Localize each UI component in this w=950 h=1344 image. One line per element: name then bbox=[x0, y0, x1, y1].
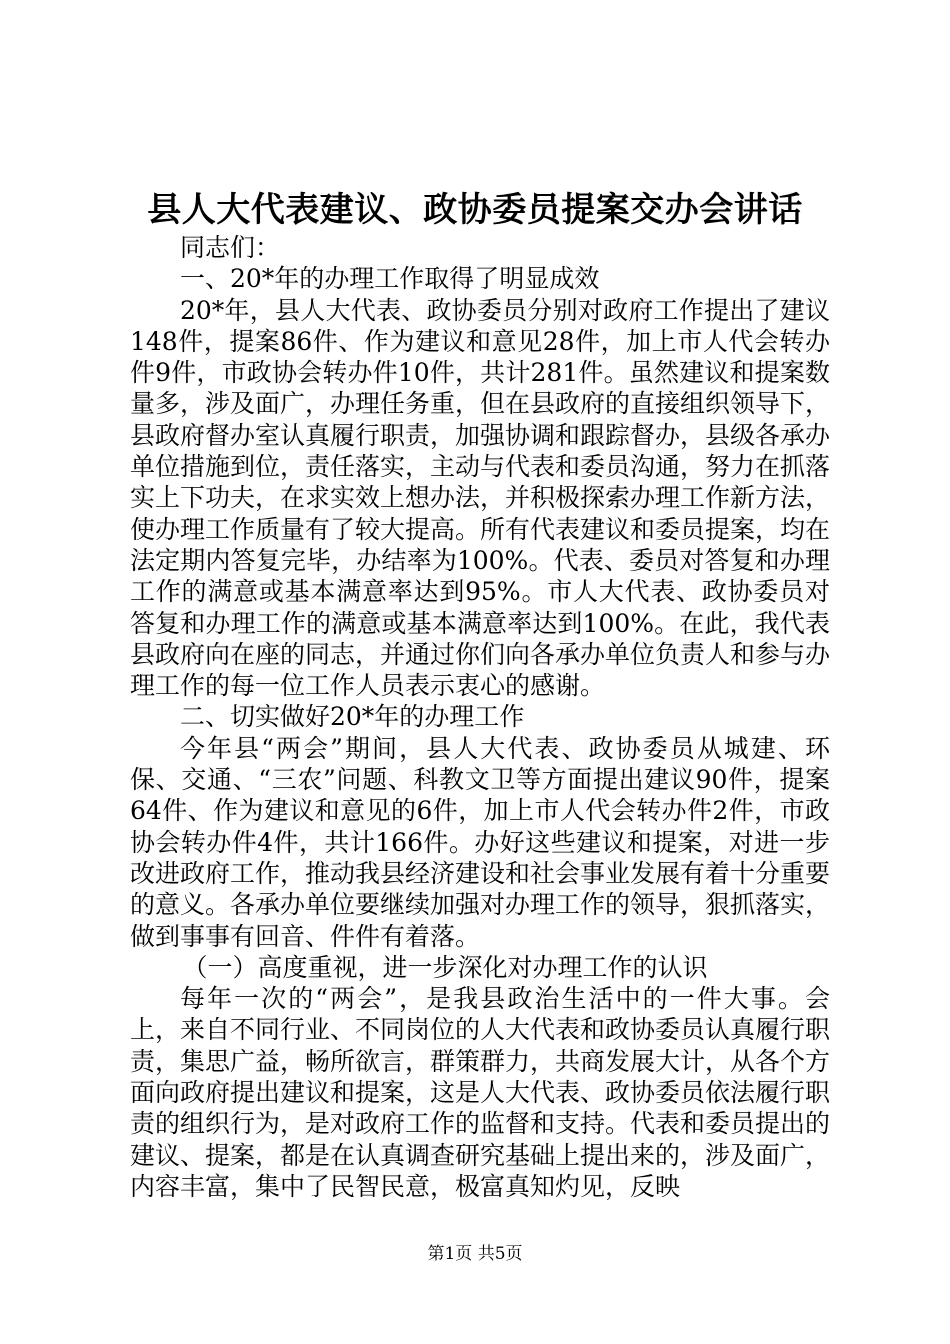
body-paragraph: 每年一次的“两会”，是我县政治生活中的一件大事。会上，来自不同行业、不同岗位的人大代表和政协委员认真履行职责，集思广益，畅所欲言，群策群力，共商发展大计，从各个方面向政府提出建议和提案，这是人大代表、政协委员依法履行职责的组织行为，是对政府工作的监督和支持。代表和委员提出的建议、提案，都是在认真调查研究基础上提出来的，涉及面广，内容丰富，集中了民智民意，极富真知灼见，反映 bbox=[130, 984, 831, 1201]
page-number-footer: 第1页 共5页 bbox=[427, 1244, 523, 1264]
subsection-heading-1: （一）高度重视，进一步深化对办理工作的认识 bbox=[182, 952, 708, 982]
section-heading-2: 二、切实做好20*年的办理工作 bbox=[180, 702, 525, 732]
section-heading-1: 一、20*年的办理工作取得了明显成效 bbox=[180, 264, 600, 294]
body-paragraph: 今年县“两会”期间，县人大代表、政协委员从城建、环保、交通、“三农”问题、科教文卫等方面提出建议90件，提案64件、作为建议和意见的6件，加上市人代会转办件2件，市政协会转办件4件，共计166件。办好这些建议和提案，对进一步改进政府工作，推动我县经济建设和社会事业发展有着十分重要的意义。各承办单位要继续加强对办理工作的领导，狠抓落实，做到事事有回音、件件有着落。 bbox=[130, 733, 831, 951]
salutation: 同志们： bbox=[180, 233, 281, 262]
document-body bbox=[130, 232, 830, 1202]
body-paragraph: 20*年，县人大代表、政协委员分别对政府工作提出了建议148件，提案86件、作为建议和意见28件，加上市人代会转办件9件，市政协会转办件10件，共计281件。虽然建议和提案数量多，涉及面广，办理任务重，但在县政府的直接组织领导下，县政府督办室认真履行职责，加强协调和跟踪督办，县级各承办单位措施到位，责任落实，主动与代表和委员沟通，努力在抓落实上下功夫，在求实效上想办法，并积极探索办理工作新方法，使办理工作质量有了较大提高。所有代表建议和委员提案，均在法定期内答复完毕，办结率为100%。代表、委员对答复和办理工作的满意或基本满意率达到95%。市人大代表、政协委员对答复和办理工作的满意或基本满意率达到100%。在此，我代表县政府向在座的同志，并通过你们向各承办单位负责人和参与办理工作的每一位工作人员表示衷心的感谢。 bbox=[130, 295, 831, 701]
page-title: 县人大代表建议、政协委员提案交办会讲话 bbox=[147, 190, 803, 230]
